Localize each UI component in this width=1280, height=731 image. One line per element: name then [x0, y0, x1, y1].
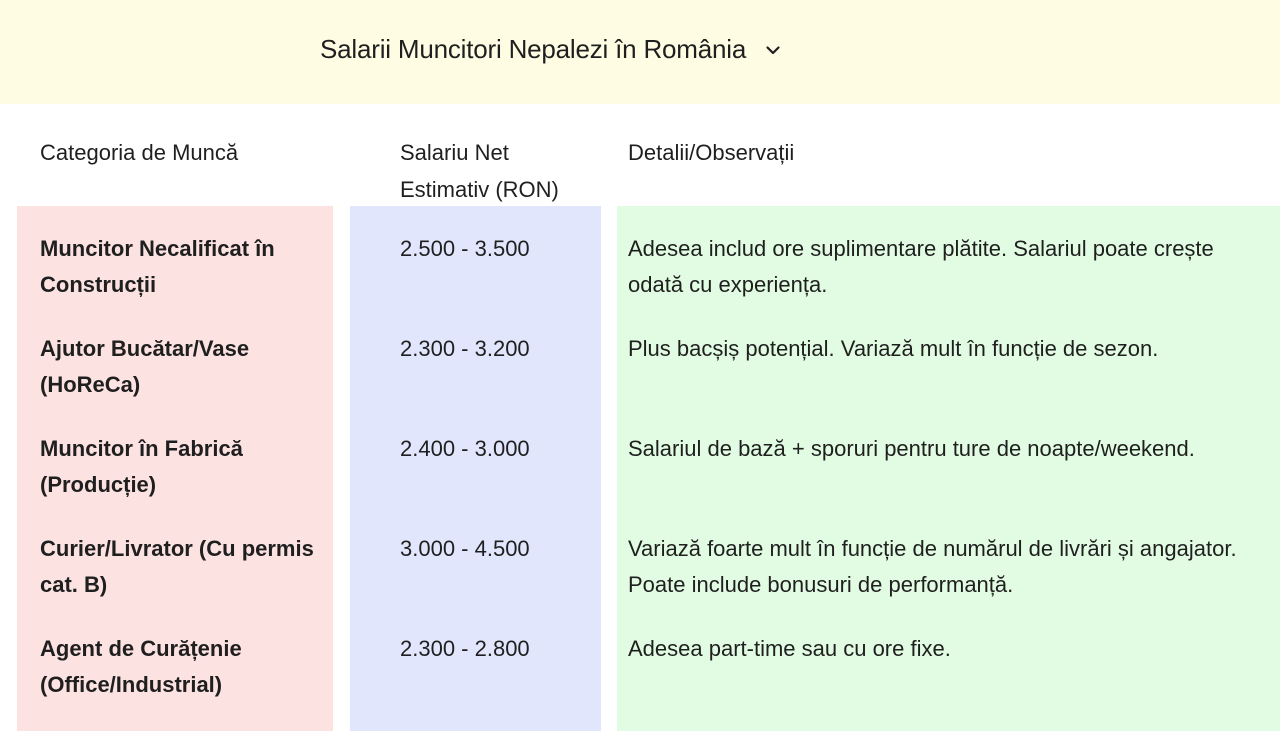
row-details: Plus bacșiș potențial. Variază mult în funcție de sezon. [628, 336, 1159, 361]
page-header [0, 0, 1280, 104]
row-salary: 3.000 - 4.500 [400, 536, 530, 561]
column-header-details: Detalii/Observații [628, 140, 795, 165]
row-salary: 2.400 - 3.000 [400, 436, 530, 461]
row-salary: 2.500 - 3.500 [400, 236, 530, 261]
row-category: Agent de Curățenie (Office/Industrial) [40, 636, 242, 697]
row-salary: 2.300 - 3.200 [400, 336, 530, 361]
row-details: Variază foarte mult în funcție de numărul de livrări și angajator. Poate include bonusuri de performanță. [628, 536, 1237, 597]
row-category: Muncitor Necalificat în Construcții [40, 236, 275, 297]
row-category: Curier/Livrator (Cu permis cat. B) [40, 536, 314, 597]
page-title: Salarii Muncitori Nepalezi în România [320, 34, 747, 64]
row-details: Adesea part-time sau cu ore fixe. [628, 636, 951, 661]
row-salary: 2.300 - 2.800 [400, 636, 530, 661]
row-category: Muncitor în Fabrică (Producție) [40, 436, 243, 497]
row-category: Ajutor Bucătar/Vase (HoReCa) [40, 336, 250, 397]
row-details: Salariul de bază + sporuri pentru ture de noapte/weekend. [628, 436, 1195, 461]
column-header-category: Categoria de Muncă [40, 140, 239, 165]
row-details: Adesea includ ore suplimentare plătite. Salariul poate crește odată cu experiența. [628, 236, 1214, 297]
chevron-down-icon[interactable] [764, 41, 782, 59]
column-header-salary: Salariu Net Estimativ (RON) [400, 140, 559, 202]
title-dropdown[interactable] [320, 34, 782, 65]
